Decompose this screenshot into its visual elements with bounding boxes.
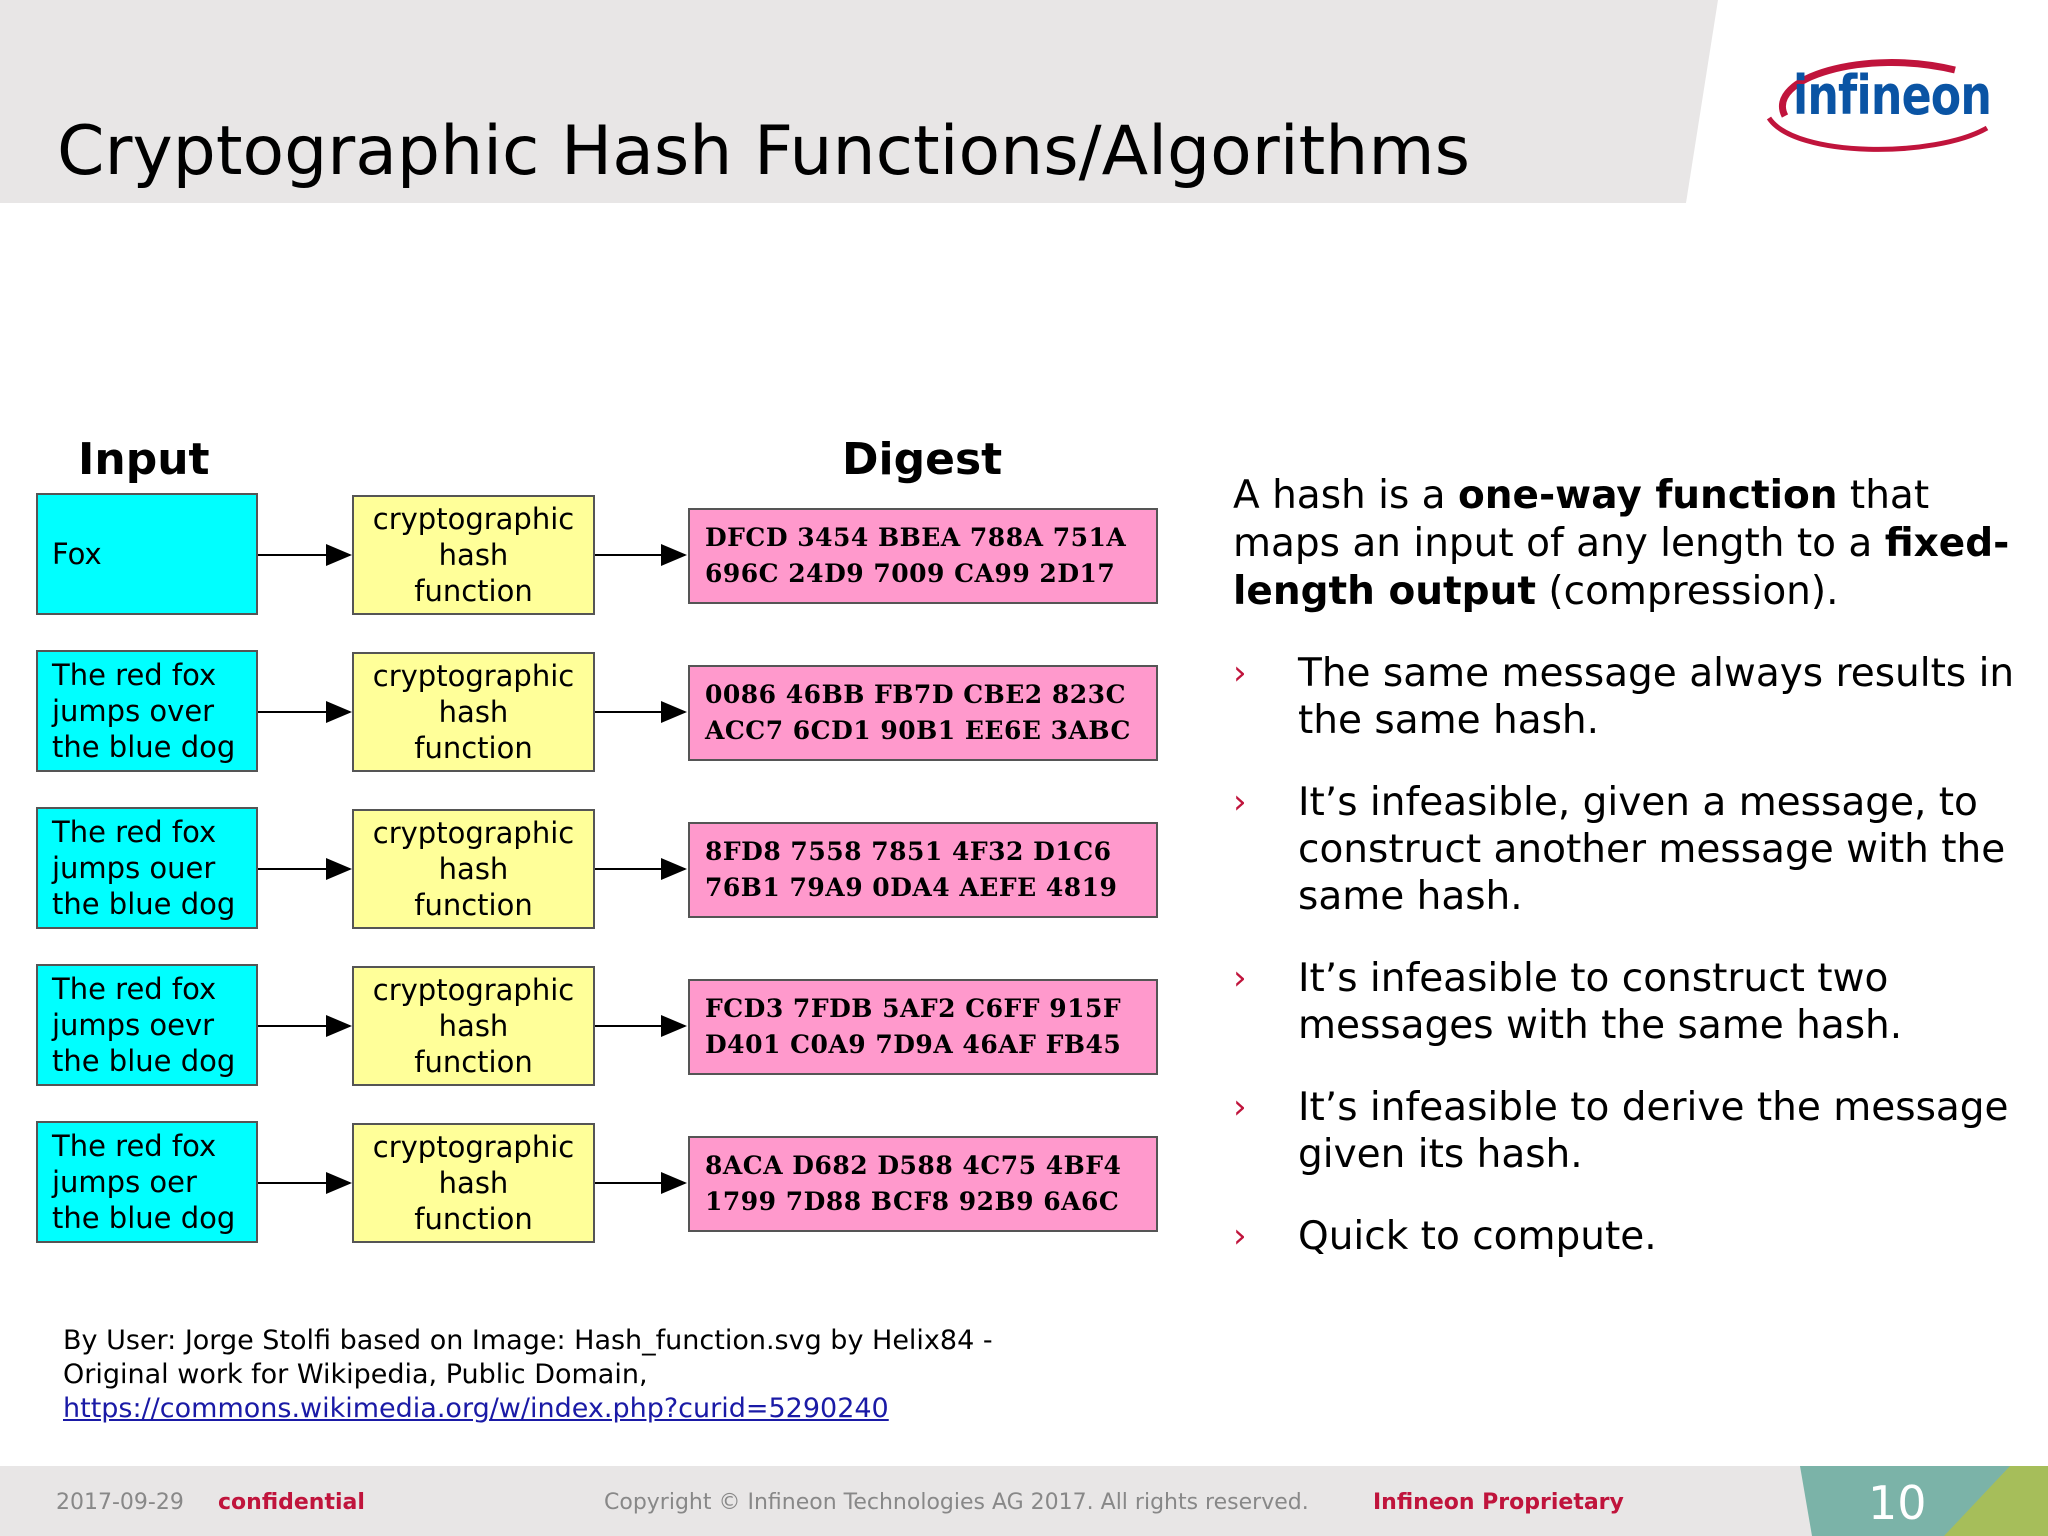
arrow-icon xyxy=(258,1025,350,1027)
arrow-icon xyxy=(595,554,685,556)
credit-line: Original work for Wikipedia, Public Domain, xyxy=(63,1359,648,1390)
footer-copyright: Copyright © Infineon Technologies AG 2017. All rights reserved. xyxy=(604,1490,1309,1515)
desc-text: that maps an input of any length to a xyxy=(1233,473,1930,566)
input-box xyxy=(36,493,258,615)
hash-text: function xyxy=(414,1202,533,1236)
digest-box xyxy=(688,822,1158,918)
bullet-chevron-icon: › xyxy=(1233,1216,1247,1256)
hash-description xyxy=(1233,472,2023,616)
hash-text: cryptographic xyxy=(372,973,575,1007)
input-heading: Input xyxy=(78,434,210,485)
bullet-chevron-icon: › xyxy=(1233,1087,1247,1127)
digest-line: D401 C0A9 7D9A 46AF FB45 xyxy=(705,1030,1122,1059)
hash-text: function xyxy=(414,888,533,922)
digest-box xyxy=(688,508,1158,604)
input-text: jumps ouer xyxy=(52,851,216,885)
desc-text: (compression). xyxy=(1536,569,1839,614)
digest-line: 8ACA D682 D588 4C75 4BF4 xyxy=(705,1151,1122,1180)
list-item-text: The same message always results in the same hash. xyxy=(1298,651,2015,743)
slide-title: Cryptographic Hash Functions/Algorithms xyxy=(57,112,1471,191)
bullet-chevron-icon: › xyxy=(1233,782,1247,822)
digest-box xyxy=(688,1136,1158,1232)
list-item xyxy=(1233,650,2023,744)
footer-confidential: confidential xyxy=(218,1490,365,1515)
input-text: Fox xyxy=(52,537,102,571)
hash-function-box xyxy=(352,652,595,772)
digest-box xyxy=(688,665,1158,761)
arrow-icon xyxy=(258,711,350,713)
input-text: the blue dog xyxy=(52,887,236,921)
input-text: The red fox xyxy=(52,658,217,692)
list-item-text: It’s infeasible, given a message, to construct another message with the same hash. xyxy=(1298,780,2006,919)
hash-text: cryptographic xyxy=(372,659,575,693)
hash-function-box xyxy=(352,495,595,615)
input-text: jumps over xyxy=(52,694,215,728)
hash-diagram xyxy=(0,420,1170,1260)
credit-line: By User: Jorge Stolfi based on Image: Hash_function.svg by Helix84 - xyxy=(63,1325,993,1356)
hash-text: function xyxy=(414,731,533,765)
footer xyxy=(0,1466,2048,1536)
input-box xyxy=(36,650,258,772)
digest-line: 696C 24D9 7009 CA99 2D17 xyxy=(705,559,1116,588)
list-item xyxy=(1233,1084,2023,1178)
input-text: The red fox xyxy=(52,972,217,1006)
digest-box xyxy=(688,979,1158,1075)
arrow-icon xyxy=(595,868,685,870)
footer-date: 2017-09-29 xyxy=(56,1490,184,1515)
hash-text: hash xyxy=(438,1009,509,1043)
hash-text: function xyxy=(414,574,533,608)
input-text: The red fox xyxy=(52,815,217,849)
list-item-text: It’s infeasible to construct two messages with the same hash. xyxy=(1298,956,1903,1048)
image-credit xyxy=(63,1324,993,1426)
digest-line: 76B1 79A9 0DA4 AEFE 4819 xyxy=(705,873,1118,902)
bullet-chevron-icon: › xyxy=(1233,958,1247,998)
page-number: 10 xyxy=(1868,1476,1927,1530)
input-text: the blue dog xyxy=(52,1044,236,1078)
hash-text: hash xyxy=(438,852,509,886)
digest-line: 0086 46BB FB7D CBE2 823C xyxy=(705,680,1126,709)
input-text: jumps oer xyxy=(52,1165,197,1199)
footer-proprietary: Infineon Proprietary xyxy=(1373,1490,1624,1515)
hash-function-box xyxy=(352,1123,595,1243)
list-item xyxy=(1233,955,2023,1049)
source-link[interactable]: https://commons.wikimedia.org/w/index.php?curid=5290240 xyxy=(63,1393,889,1424)
arrow-icon xyxy=(595,1182,685,1184)
input-box xyxy=(36,1121,258,1243)
input-box xyxy=(36,964,258,1086)
hash-function-box xyxy=(352,966,595,1086)
bullet-chevron-icon: › xyxy=(1233,653,1247,693)
hash-text: hash xyxy=(438,695,509,729)
arrow-icon xyxy=(258,1182,350,1184)
arrow-icon xyxy=(258,554,350,556)
digest-line: FCD3 7FDB 5AF2 C6FF 915F xyxy=(705,994,1122,1023)
property-list xyxy=(1233,650,2023,1295)
input-text: The red fox xyxy=(52,1129,217,1163)
input-box xyxy=(36,807,258,929)
hash-text: cryptographic xyxy=(372,1130,575,1164)
hash-function-box xyxy=(352,809,595,929)
desc-text: A hash is a xyxy=(1233,473,1458,518)
digest-line: 1799 7D88 BCF8 92B9 6A6C xyxy=(705,1187,1120,1216)
digest-heading: Digest xyxy=(842,434,1003,485)
digest-line: 8FD8 7558 7851 4F32 D1C6 xyxy=(705,837,1112,866)
digest-line: ACC7 6CD1 90B1 EE6E 3ABC xyxy=(705,716,1131,745)
arrow-icon xyxy=(595,1025,685,1027)
list-item-text: It’s infeasible to derive the message given its hash. xyxy=(1298,1085,2009,1177)
arrow-icon xyxy=(595,711,685,713)
list-item xyxy=(1233,779,2023,920)
hash-text: hash xyxy=(438,1166,509,1200)
desc-bold: one-way function xyxy=(1457,473,1838,518)
infineon-logo xyxy=(1755,48,1995,158)
arrow-icon xyxy=(258,868,350,870)
hash-text: cryptographic xyxy=(372,816,575,850)
input-text: the blue dog xyxy=(52,1201,236,1235)
input-text: jumps oevr xyxy=(52,1008,215,1042)
list-item-text: Quick to compute. xyxy=(1298,1214,1657,1259)
hash-text: cryptographic xyxy=(372,502,575,536)
hash-text: hash xyxy=(438,538,509,572)
hash-text: function xyxy=(414,1045,533,1079)
input-text: the blue dog xyxy=(52,730,236,764)
digest-line: DFCD 3454 BBEA 788A 751A xyxy=(705,523,1127,552)
desc-bold: fixed-length output xyxy=(1233,521,2010,614)
logo-text: infineon xyxy=(1793,64,1992,127)
list-item xyxy=(1233,1213,2023,1260)
